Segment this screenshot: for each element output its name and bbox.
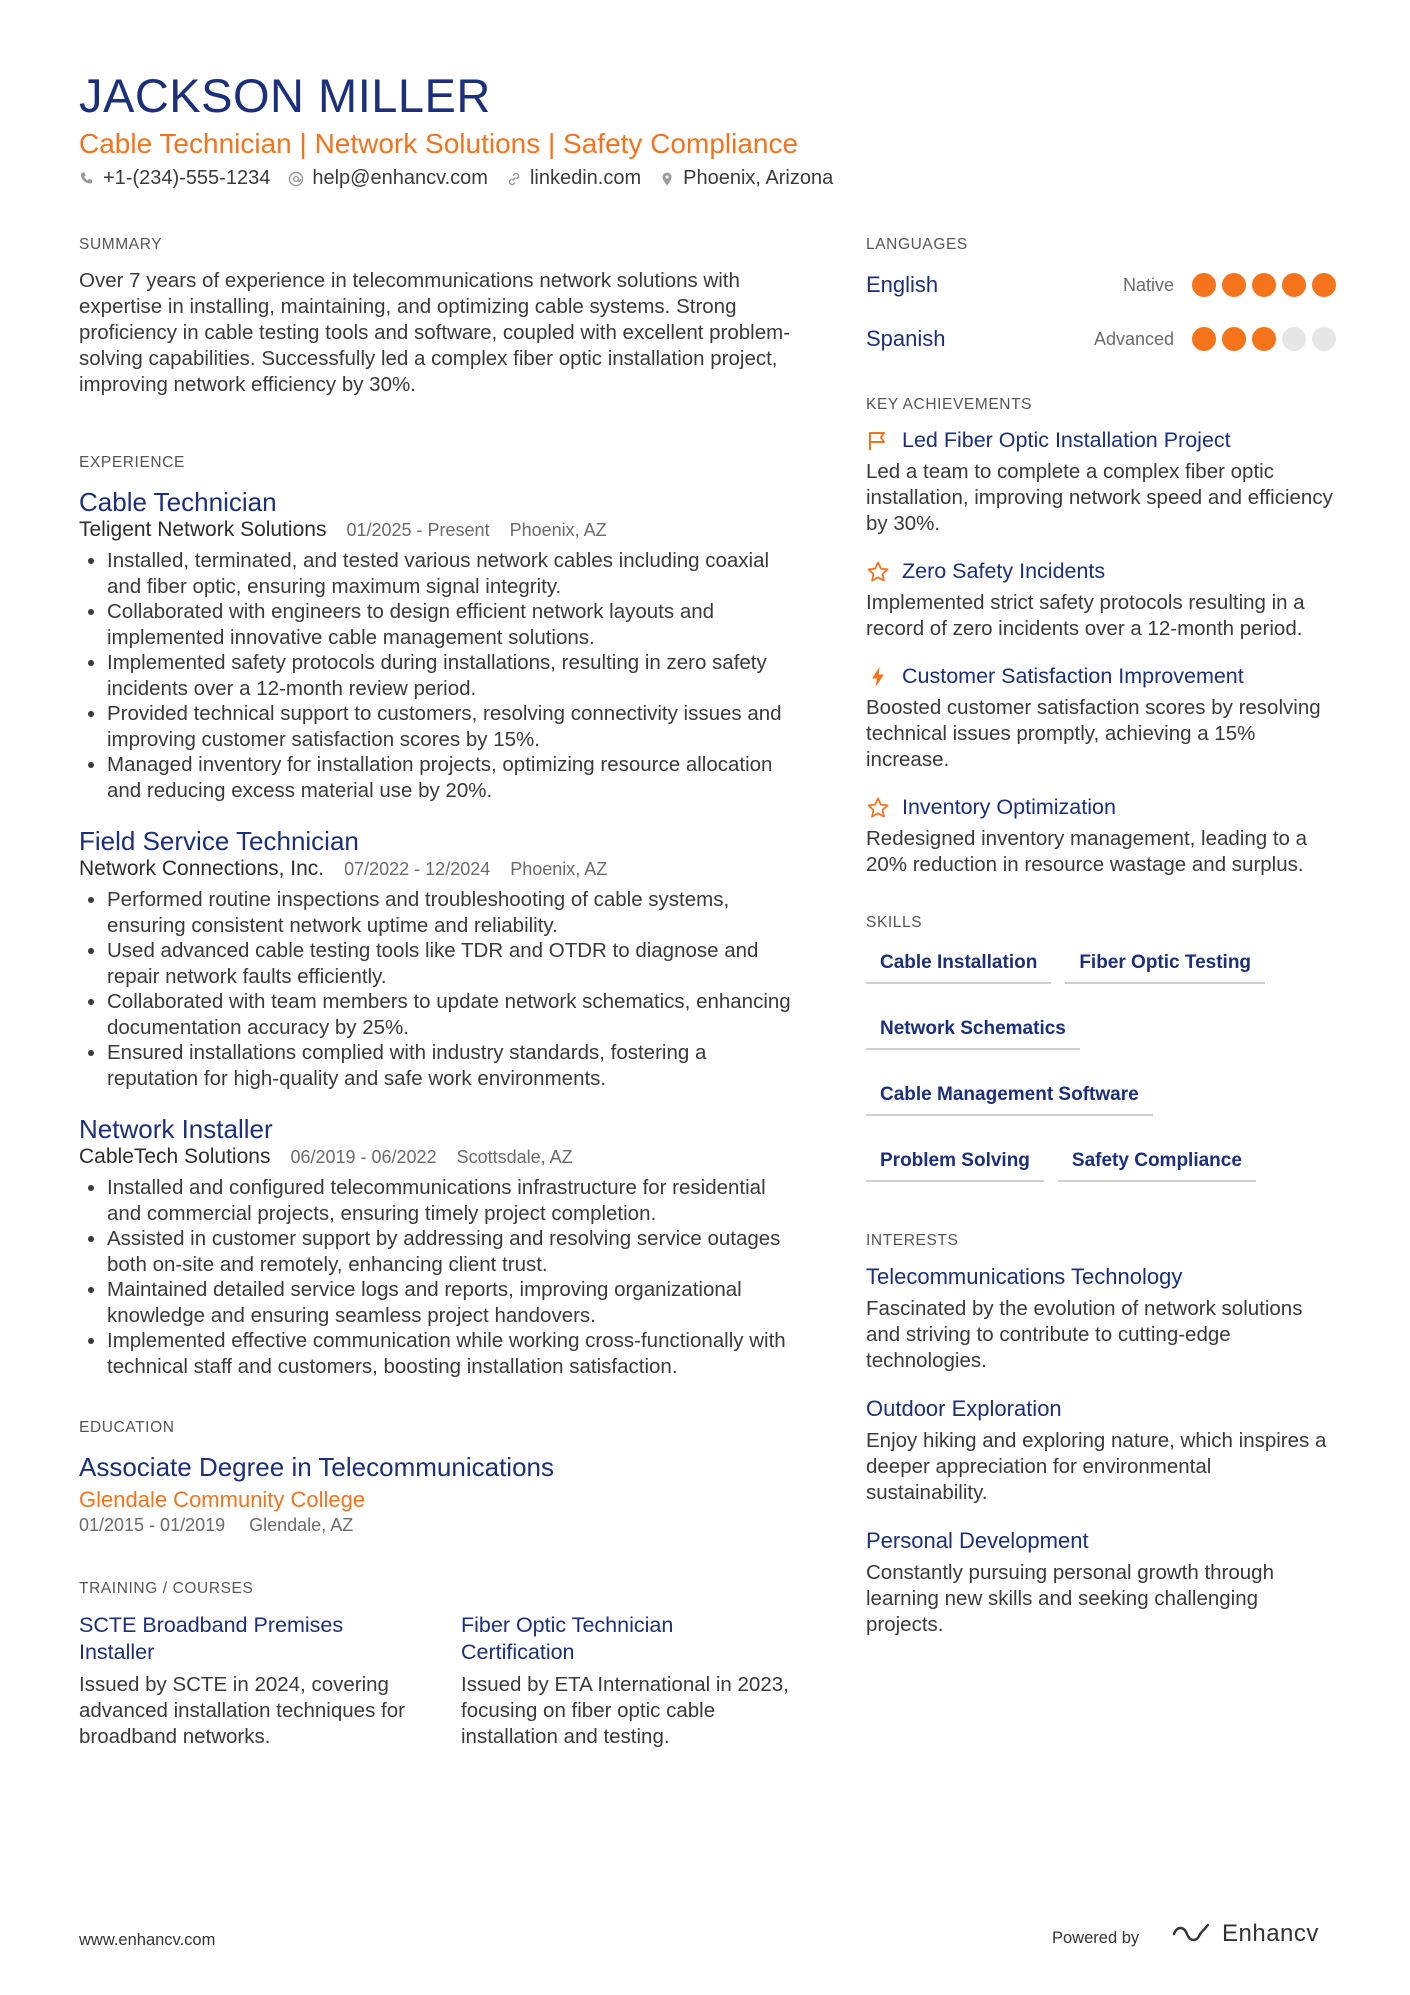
language-rating [1192,327,1336,351]
language-name: Spanish [866,326,946,351]
contact-phone [79,167,270,190]
candidate-name: JACKSON MILLER [79,69,491,122]
job-bullets [79,548,799,803]
job-bullet: • Performed routine inspections and troubleshooting of cable systems, ensuring consistent network uptime and reliability. [107,887,799,938]
course-title: SCTE Broadband Premises Installer [79,1613,344,1664]
summary-text: Over 7 years of experience in telecommunications network solutions with expertise in installing, maintaining, and optimizing cable systems. Strong proficiency in cable testing tools and software, coupled with excellent problem-solving capabilities. Successfully led a complex fiber optic installation project, improving network efficiency by 30%. [79,269,791,396]
phone-icon [79,171,95,187]
languages-section [866,236,1336,366]
language-name: English [866,272,939,297]
interest-item [866,1396,1336,1506]
interest-title: Personal Development [866,1528,1089,1553]
job-meta [79,857,799,881]
achievements-section [866,396,1336,878]
education-degree: Associate Degree in Telecommunications [79,1452,554,1482]
job-dates: 01/2025 - Present [346,520,490,540]
job-location: Phoenix, AZ [510,859,608,879]
enhancv-logo-icon [1170,1921,1216,1947]
job-location: Scottsdale, AZ [456,1147,573,1167]
star-icon [866,796,890,820]
achievement-description: Implemented strict safety protocols resulting in a record of zero incidents over a 12-month period. [866,591,1305,640]
training-heading: TRAINING / COURSES [79,1580,254,1597]
rating-dot [1312,273,1336,297]
skills-section [866,914,1336,1182]
rating-dot [1282,273,1306,297]
skill-tag: Fiber Optic Testing [1065,946,1265,984]
job-dates: 06/2019 - 06/2022 [290,1147,437,1167]
achievement-header [866,559,1336,584]
enhancv-logo-text: Enhancv [1222,1920,1319,1947]
lightning-icon [866,665,890,689]
job-company: Network Connections, Inc. [79,857,325,880]
skills-list [866,946,1336,1182]
skill-tag: Problem Solving [866,1144,1044,1182]
rating-dot [1312,327,1336,351]
job-bullet: • Ensured installations complied with industry standards, fostering a reputation for high-quality and safe work environments. [107,1040,799,1091]
job-bullet: • Managed inventory for installation projects, optimizing resource allocation and reducing excess material use by 20%. [107,752,799,803]
language-level: Advanced [1093,328,1174,349]
job-location: Phoenix, AZ [509,520,607,540]
achievement-header [866,428,1336,453]
footer-powered-by: Powered by [1052,1929,1140,1947]
job-title: Field Service Technician [79,826,359,856]
job-bullet: • Implemented safety protocols during installations, resulting in zero safety incidents over a 12-month review period. [107,650,799,701]
contact-linkedin[interactable] [506,167,641,190]
course-list [79,1612,799,1750]
education-meta [79,1515,799,1536]
job-bullet: • Collaborated with team members to update network schematics, enhancing documentation accuracy by 25%. [107,989,799,1040]
experience-heading: EXPERIENCE [79,454,185,471]
interest-item [866,1264,1336,1374]
contact-location [659,167,833,190]
location-text: Phoenix, Arizona [683,167,834,189]
interest-description: Constantly pursuing personal growth through learning new skills and seeking challenging projects. [866,1561,1274,1636]
job-title: Cable Technician [79,487,277,517]
job-bullet: • Assisted in customer support by addressing and resolving service outages both on-site and remotely, enhancing client trust. [107,1226,799,1277]
job-bullet: • Installed and configured telecommunications infrastructure for residential and commercial projects, ensuring timely project completion. [107,1175,799,1226]
skills-heading: SKILLS [866,914,923,931]
job-meta [79,518,799,542]
rating-dot [1192,327,1216,351]
rating-dot [1282,327,1306,351]
rating-dot [1192,273,1216,297]
interest-item [866,1528,1336,1638]
achievement-title: Zero Safety Incidents [902,559,1106,583]
language-item [866,312,1336,366]
linkedin-text[interactable]: linkedin.com [529,167,642,189]
achievement-header [866,664,1336,689]
rating-dot [1252,327,1276,351]
job-company: Teligent Network Solutions [79,518,327,541]
skill-tag: Cable Installation [866,946,1051,984]
job-meta [79,1145,799,1169]
achievement-item [866,559,1336,642]
achievement-description: Redesigned inventory management, leading to a 20% reduction in resource wastage and surplus. [866,827,1308,876]
job-bullets [79,887,799,1091]
left-column [79,236,799,1786]
experience-section [79,454,799,1379]
job-entry [79,486,799,803]
interest-description: Enjoy hiking and exploring nature, which inspires a deeper appreciation for environmental sustainability. [866,1429,1327,1504]
at-icon [288,171,304,187]
job-entry [79,825,799,1091]
job-entry [79,1113,799,1379]
training-section [79,1580,799,1750]
email-text[interactable]: help@enhancv.com [312,167,488,189]
job-bullet: • Provided technical support to customers, resolving connectivity issues and improving customer satisfaction scores by 15%. [107,701,799,752]
flag-icon [866,429,890,453]
interests-section [866,1232,1336,1638]
course-title: Fiber Optic Technician Certification [461,1613,674,1664]
skill-tag: Safety Compliance [1058,1144,1256,1182]
achievements-heading: KEY ACHIEVEMENTS [866,396,1033,413]
skill-tag: Network Schematics [866,1012,1080,1050]
achievement-title: Led Fiber Optic Installation Project [902,428,1231,452]
job-bullets [79,1175,799,1379]
link-icon [506,171,522,187]
rating-dot [1222,273,1246,297]
achievement-header [866,795,1336,820]
job-bullet: • Maintained detailed service logs and reports, improving organizational knowledge and ensuring seamless project handovers. [107,1277,799,1328]
phone-text: +1-(234)-555-1234 [103,167,271,189]
summary-section [79,236,799,398]
languages-heading: LANGUAGES [866,236,968,253]
contact-bar [79,167,833,190]
achievement-item [866,795,1336,878]
interests-heading: INTERESTS [866,1232,959,1249]
achievement-description: Boosted customer satisfaction scores by resolving technical issues promptly, achieving a 15% increase. [866,696,1321,771]
course-item [79,1612,409,1750]
interest-description: Fascinated by the evolution of network solutions and striving to contribute to cutting-edge technologies. [866,1297,1303,1372]
language-level: Native [1122,274,1174,295]
contact-email[interactable] [288,167,488,190]
star-icon [866,560,890,584]
achievement-item [866,428,1336,537]
job-dates: 07/2022 - 12/2024 [344,859,491,879]
footer-website[interactable]: www.enhancv.com [79,1931,216,1949]
course-description: Issued by ETA International in 2023, focusing on fiber optic cable installation and testing. [461,1673,789,1748]
skill-tag: Cable Management Software [866,1078,1153,1116]
right-column [866,236,1336,1674]
headline: Cable Technician | Network Solutions | Safety Compliance [79,128,799,159]
course-item [461,1612,791,1750]
course-description: Issued by SCTE in 2024, covering advanced installation techniques for broadband networks. [79,1673,405,1748]
rating-dot [1222,327,1246,351]
job-bullet: • Collaborated with engineers to design efficient network layouts and implemented innovative cable management solutions. [107,599,799,650]
education-location: Glendale, AZ [249,1515,354,1535]
job-title: Network Installer [79,1114,273,1144]
job-bullet: • Implemented effective communication while working cross-functionally with technical staff and customers, boosting installation satisfaction. [107,1328,799,1379]
interest-title: Outdoor Exploration [866,1396,1062,1421]
summary-heading: SUMMARY [79,236,163,253]
rating-dot [1252,273,1276,297]
enhancv-logo[interactable] [1170,1920,1319,1948]
achievement-item [866,664,1336,773]
language-rating [1192,273,1336,297]
job-company: CableTech Solutions [79,1145,271,1168]
interest-title: Telecommunications Technology [866,1264,1183,1289]
achievement-title: Inventory Optimization [902,795,1116,819]
achievement-title: Customer Satisfaction Improvement [902,664,1244,688]
education-heading: EDUCATION [79,1419,175,1436]
achievement-description: Led a team to complete a complex fiber optic installation, improving network speed and efficiency by 30%. [866,460,1333,535]
education-section [79,1419,799,1536]
job-bullet: • Installed, terminated, and tested various network cables including coaxial and fiber optic, ensuring maximum signal integrity. [107,548,799,599]
location-pin-icon [659,171,675,187]
education-school: Glendale Community College [79,1487,366,1512]
job-bullet: • Used advanced cable testing tools like TDR and OTDR to diagnose and repair network faults efficiently. [107,938,799,989]
language-item [866,258,1336,312]
education-dates: 01/2015 - 01/2019 [79,1515,226,1535]
